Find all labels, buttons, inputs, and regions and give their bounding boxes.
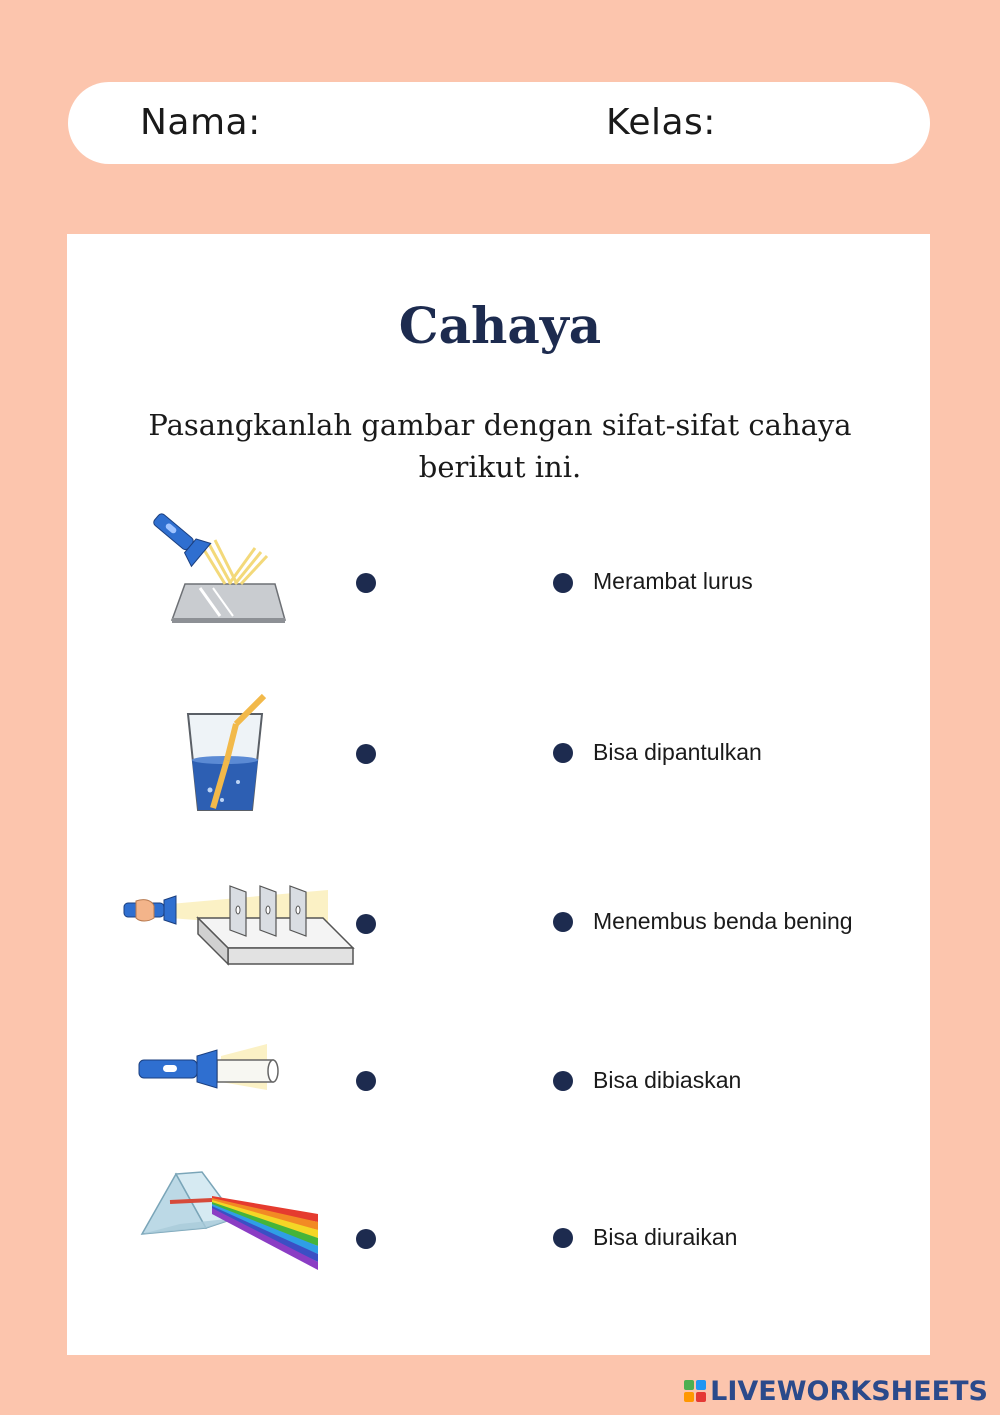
brand-name: LIVEWORKSHEETS <box>710 1375 988 1407</box>
worksheet-title: Cahaya <box>398 296 602 355</box>
flashlight-glass-tube-icon <box>137 1040 282 1096</box>
straw-in-water-glass-icon <box>180 690 280 815</box>
flashlight-through-cards-icon <box>118 878 358 970</box>
option-label-5: Bisa diuraikan <box>593 1224 738 1250</box>
picture-match-dot-5[interactable] <box>356 1229 376 1249</box>
picture-match-dot-3[interactable] <box>356 914 376 934</box>
option-match-dot-5[interactable] <box>553 1228 573 1248</box>
liveworksheets-brand <box>684 1374 988 1408</box>
option-match-dot-2[interactable] <box>553 743 573 763</box>
option-label-1: Merambat lurus <box>593 568 753 594</box>
flashlight-mirror-reflection-icon <box>145 508 295 628</box>
worksheet-instruction: Pasangkanlah gambar dengan sifat-sifat cahaya berikut ini. <box>148 408 852 484</box>
option-match-dot-4[interactable] <box>553 1071 573 1091</box>
picture-match-dot-4[interactable] <box>356 1071 376 1091</box>
option-match-dot-3[interactable] <box>553 912 573 932</box>
picture-match-dot-2[interactable] <box>356 744 376 764</box>
prism-rainbow-icon <box>140 1170 320 1280</box>
class-label: Kelas: <box>606 102 716 143</box>
name-label: Nama: <box>140 102 261 143</box>
option-label-4: Bisa dibiaskan <box>593 1067 742 1093</box>
option-match-dot-1[interactable] <box>553 573 573 593</box>
liveworksheets-logo-icon <box>684 1380 706 1402</box>
option-label-3: Menembus benda bening <box>593 908 853 934</box>
option-label-2: Bisa dipantulkan <box>593 739 762 765</box>
picture-match-dot-1[interactable] <box>356 573 376 593</box>
